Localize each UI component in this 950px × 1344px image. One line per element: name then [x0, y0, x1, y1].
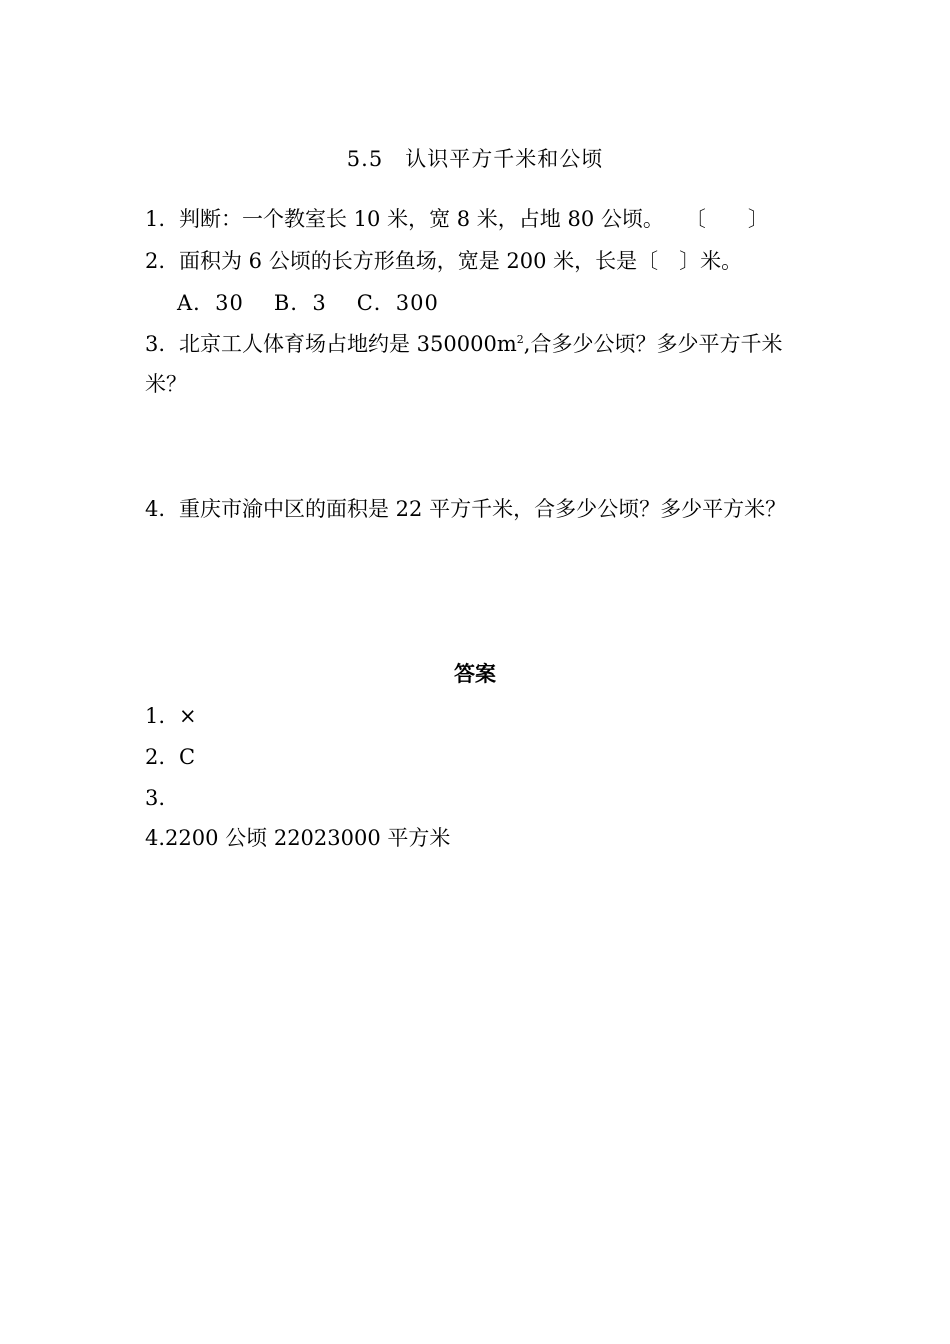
answer-2 [145, 742, 195, 772]
answer-4 [145, 823, 450, 853]
answer-number: 4. [145, 826, 166, 850]
answers-title: 答案 [454, 662, 496, 686]
option-b: B．3 [273, 291, 327, 315]
answer-text: C [179, 745, 196, 769]
question-2 [145, 246, 742, 276]
answer-text: × [179, 704, 197, 728]
question-3 [145, 329, 782, 359]
question-number: 4. [145, 497, 166, 521]
question-4 [145, 494, 786, 524]
question-text: 判断：一个教室长 10 米，宽 8 米，占地 80 公顷。 〔 〕 [179, 207, 769, 231]
option-c: C．300 [356, 291, 439, 315]
question-number: 2. [145, 249, 166, 273]
question-text: 面积为 6 公顷的长方形鱼场，宽是 200 米，长是〔 〕米。 [179, 249, 743, 273]
question-2-options [177, 288, 469, 318]
question-text-wrap: 米？ [145, 372, 187, 396]
page-title: 5.5 认识平方千米和公顷 [346, 147, 604, 171]
answer-number: 2. [145, 745, 166, 769]
superscript: 2 [516, 333, 524, 346]
question-number: 3. [145, 332, 166, 356]
answer-1 [145, 701, 197, 731]
question-text: 重庆市渝中区的面积是 22 平方千米，合多少公顷？多少平方米？ [179, 497, 787, 521]
question-number: 1. [145, 207, 166, 231]
question-text-cont: ,合多少公顷？多少平方千米 [523, 332, 783, 356]
question-1 [145, 204, 769, 234]
question-3-wrap [145, 369, 187, 399]
option-a: A．30 [177, 291, 244, 315]
question-text: 北京工人体育场占地约是 350000m [179, 332, 517, 356]
answer-number: 1. [145, 704, 166, 728]
answer-3 [145, 783, 179, 813]
answer-number: 3. [145, 786, 166, 810]
answer-text: 2200 公顷 22023000 平方米 [165, 826, 451, 850]
